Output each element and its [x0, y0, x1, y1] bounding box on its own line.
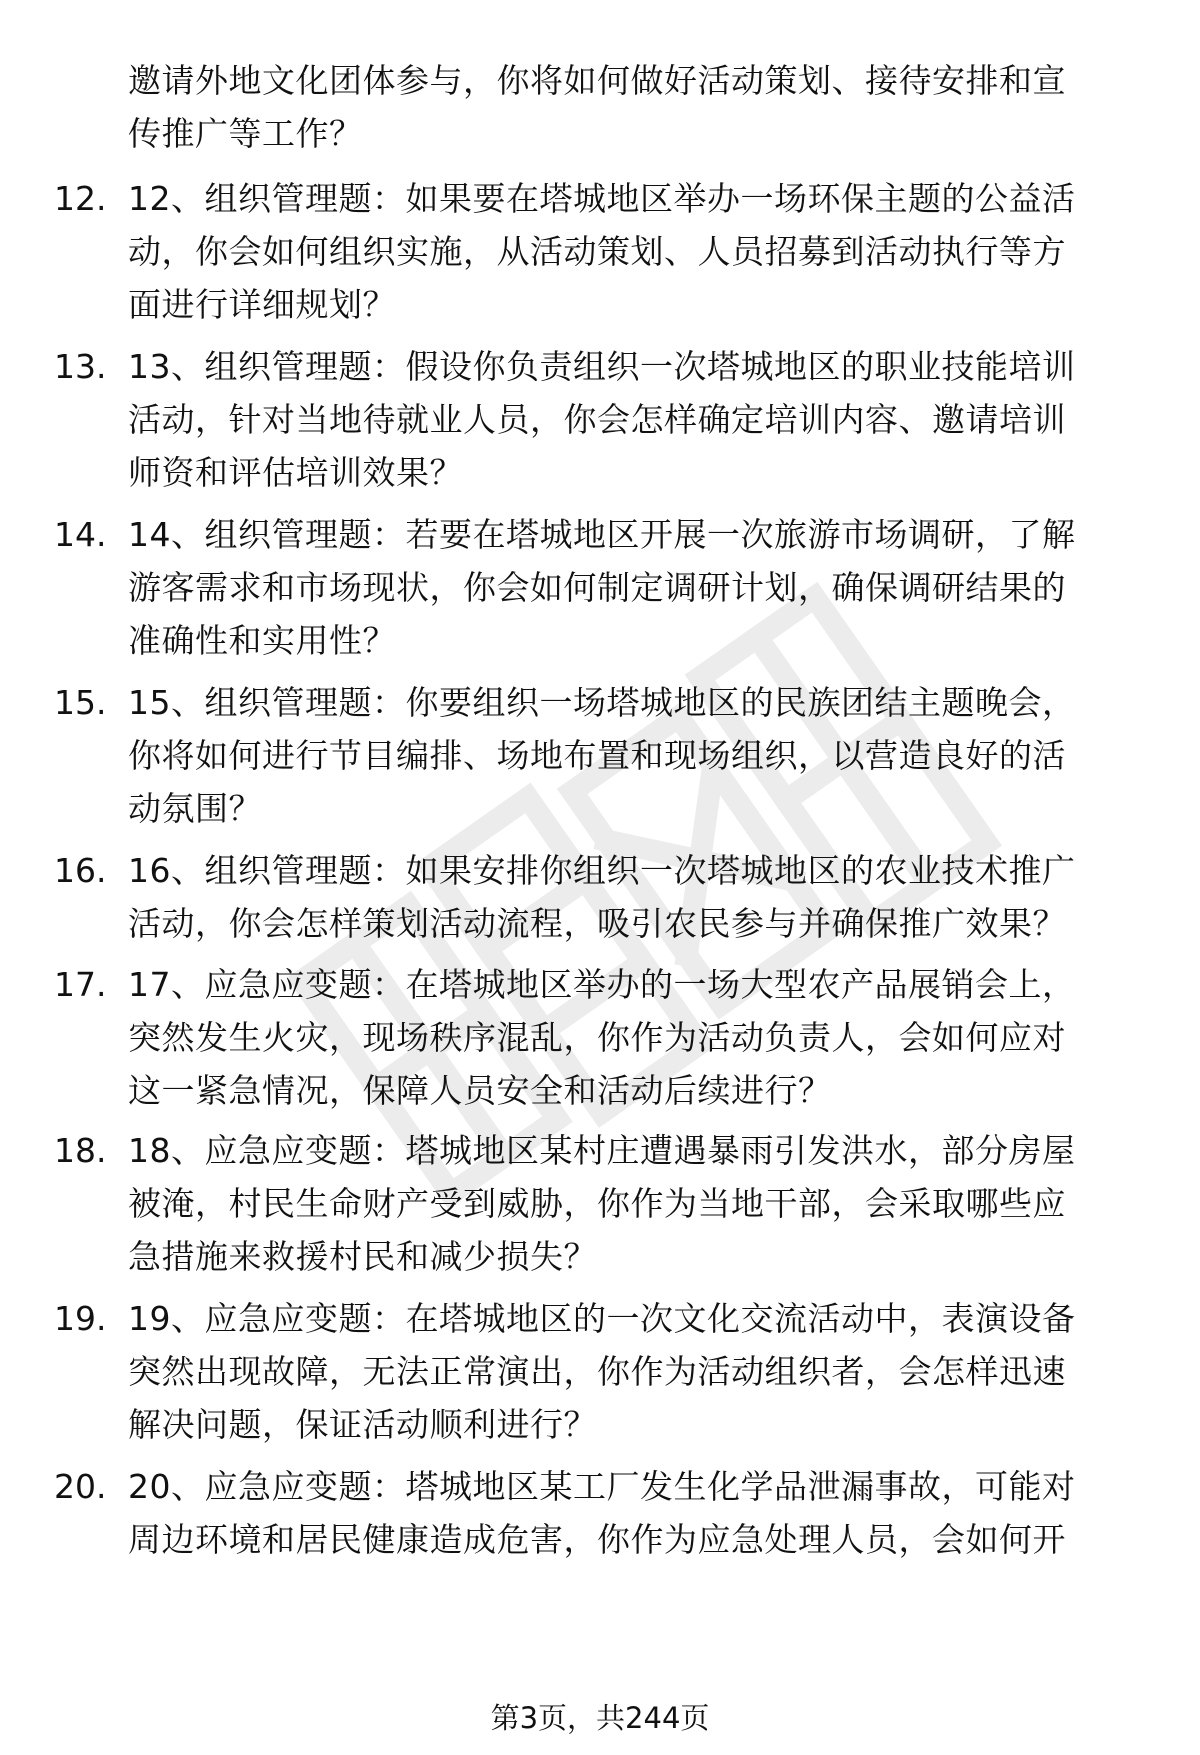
item-text: 15、组织管理题：你要组织一场塔城地区的民族团结主题晚会， 你将如何进行节目编排、场地布置和现场组织，以营造良好的活 动氛围？ [128, 683, 1076, 828]
page-footer: 第3页，共244页 [490, 1701, 710, 1735]
item-number: 14. [54, 515, 107, 554]
item-text: 12、组织管理题：如果要在塔城地区举办一场环保主题的公益活 动，你会如何组织实施，从活动策划、人员招募到活动执行等方 面进行详细规划？ [128, 179, 1076, 324]
item-number: 19. [54, 1299, 107, 1338]
item-number: 15. [54, 683, 107, 722]
item-text: 14、组织管理题：若要在塔城地区开展一次旅游市场调研，了解 游客需求和市场现状，你会如何制定调研计划，确保调研结果的 准确性和实用性？ [128, 515, 1076, 660]
item-text: 16、组织管理题：如果安排你组织一次塔城地区的农业技术推广 活动，你会怎样策划活动流程，吸引农民参与并确保推广效果？ [128, 851, 1076, 943]
item-number: 13. [54, 347, 107, 386]
item-number: 18. [54, 1131, 107, 1170]
item-text: 18、应急应变题：塔城地区某村庄遭遇暴雨引发洪水，部分房屋 被淹，村民生命财产受到威胁，你作为当地干部，会采取哪些应 急措施来救援村民和减少损失？ [128, 1131, 1076, 1276]
item-text: 19、应急应变题：在塔城地区的一次文化交流活动中，表演设备 突然出现故障，无法正常演出，你作为活动组织者，会怎样迅速 解决问题，保证活动顺利进行？ [128, 1299, 1076, 1444]
item-text: 13、组织管理题：假设你负责组织一次塔城地区的职业技能培训 活动，针对当地待就业人员，你会怎样确定培训内容、邀请培训 师资和评估培训效果？ [128, 347, 1076, 492]
item-number: 16. [54, 851, 107, 890]
item-number: 20. [54, 1467, 107, 1506]
item-text: 17、应急应变题：在塔城地区举办的一场大型农产品展销会上， 突然发生火灾，现场秩序混乱，你作为活动负责人，会如何应对 这一紧急情况，保障人员安全和活动后续进行？ [128, 965, 1076, 1110]
item-text: 20、应急应变题：塔城地区某工厂发生化学品泄漏事故，可能对 周边环境和居民健康造成危害，你作为应急处理人员，会如何开 [128, 1467, 1076, 1559]
item-number: 17. [54, 965, 107, 1004]
item-number: 12. [54, 179, 107, 218]
item-text: 邀请外地文化团体参与，你将如何做好活动策划、接待安排和宣 传推广等工作？ [128, 61, 1066, 153]
